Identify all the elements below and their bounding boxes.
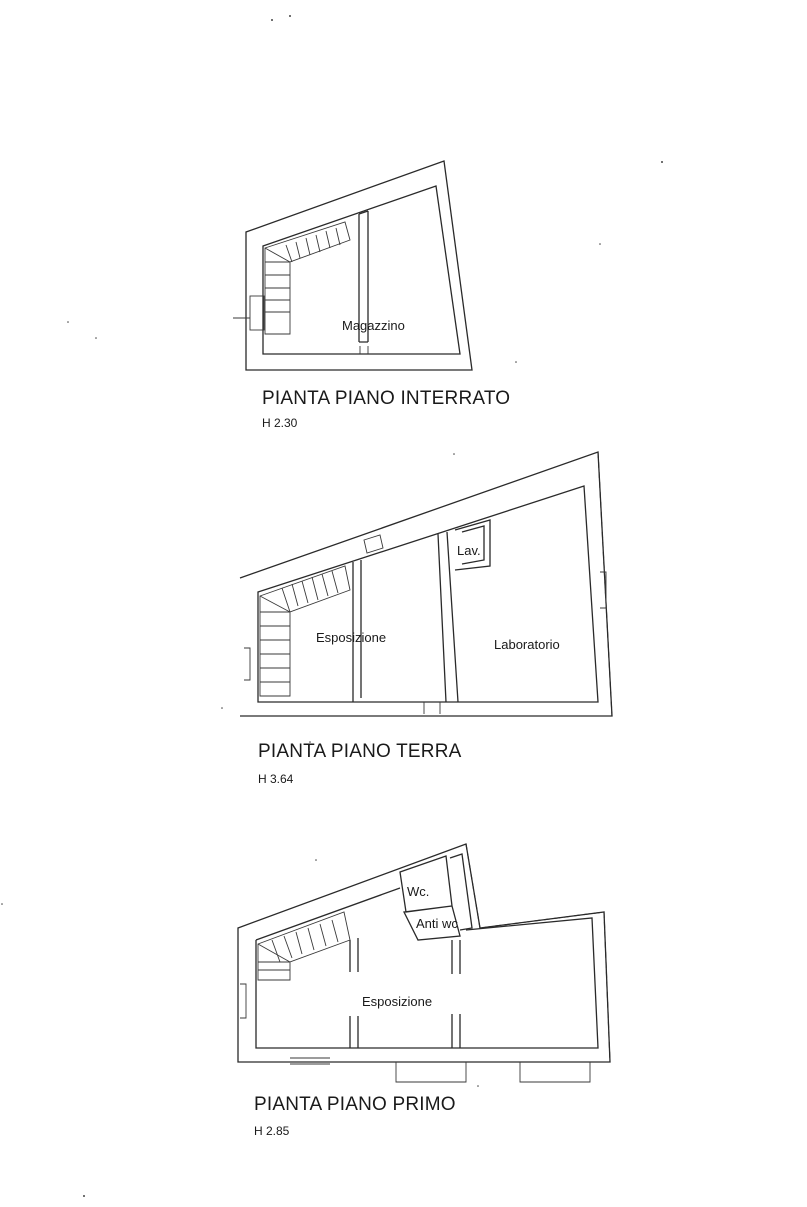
plan-primo-partitions [350, 938, 460, 1048]
plan-height-interrato: H 2.30 [262, 416, 298, 430]
room-label-laboratorio: Laboratorio [494, 637, 560, 652]
plan-interrato-stairs [233, 222, 350, 334]
plan-title-primo: PIANTA PIANO PRIMO [254, 1094, 456, 1115]
plan-title-interrato: PIANTA PIANO INTERRATO [262, 388, 511, 409]
scan-specks [1, 15, 663, 1197]
plan-primo-dashed-boundary [466, 844, 610, 1062]
plan-title-terra: PIANTA PIANO TERRA [258, 741, 462, 762]
plan-terra-inner-wall [258, 486, 598, 702]
plan-primo [238, 844, 610, 1082]
room-label-wc: Wc. [407, 884, 430, 899]
plan-primo-outer-wall [238, 844, 610, 1062]
room-label-esposizione-terra: Esposizione [316, 630, 387, 645]
room-label-esposizione-primo: Esposizione [362, 994, 433, 1009]
plan-primo-inner-wall [256, 888, 598, 1048]
plan-height-primo: H 2.85 [254, 1124, 290, 1138]
room-label-magazzino: Magazzino [342, 318, 405, 333]
plan-terra [240, 452, 612, 716]
plan-terra-outer-wall [240, 452, 612, 716]
plan-height-terra: H 3.64 [258, 772, 294, 786]
room-label-anti-wc: Anti wc [416, 916, 458, 931]
room-label-lav: Lav. [457, 543, 481, 558]
plan-interrato [233, 161, 472, 370]
